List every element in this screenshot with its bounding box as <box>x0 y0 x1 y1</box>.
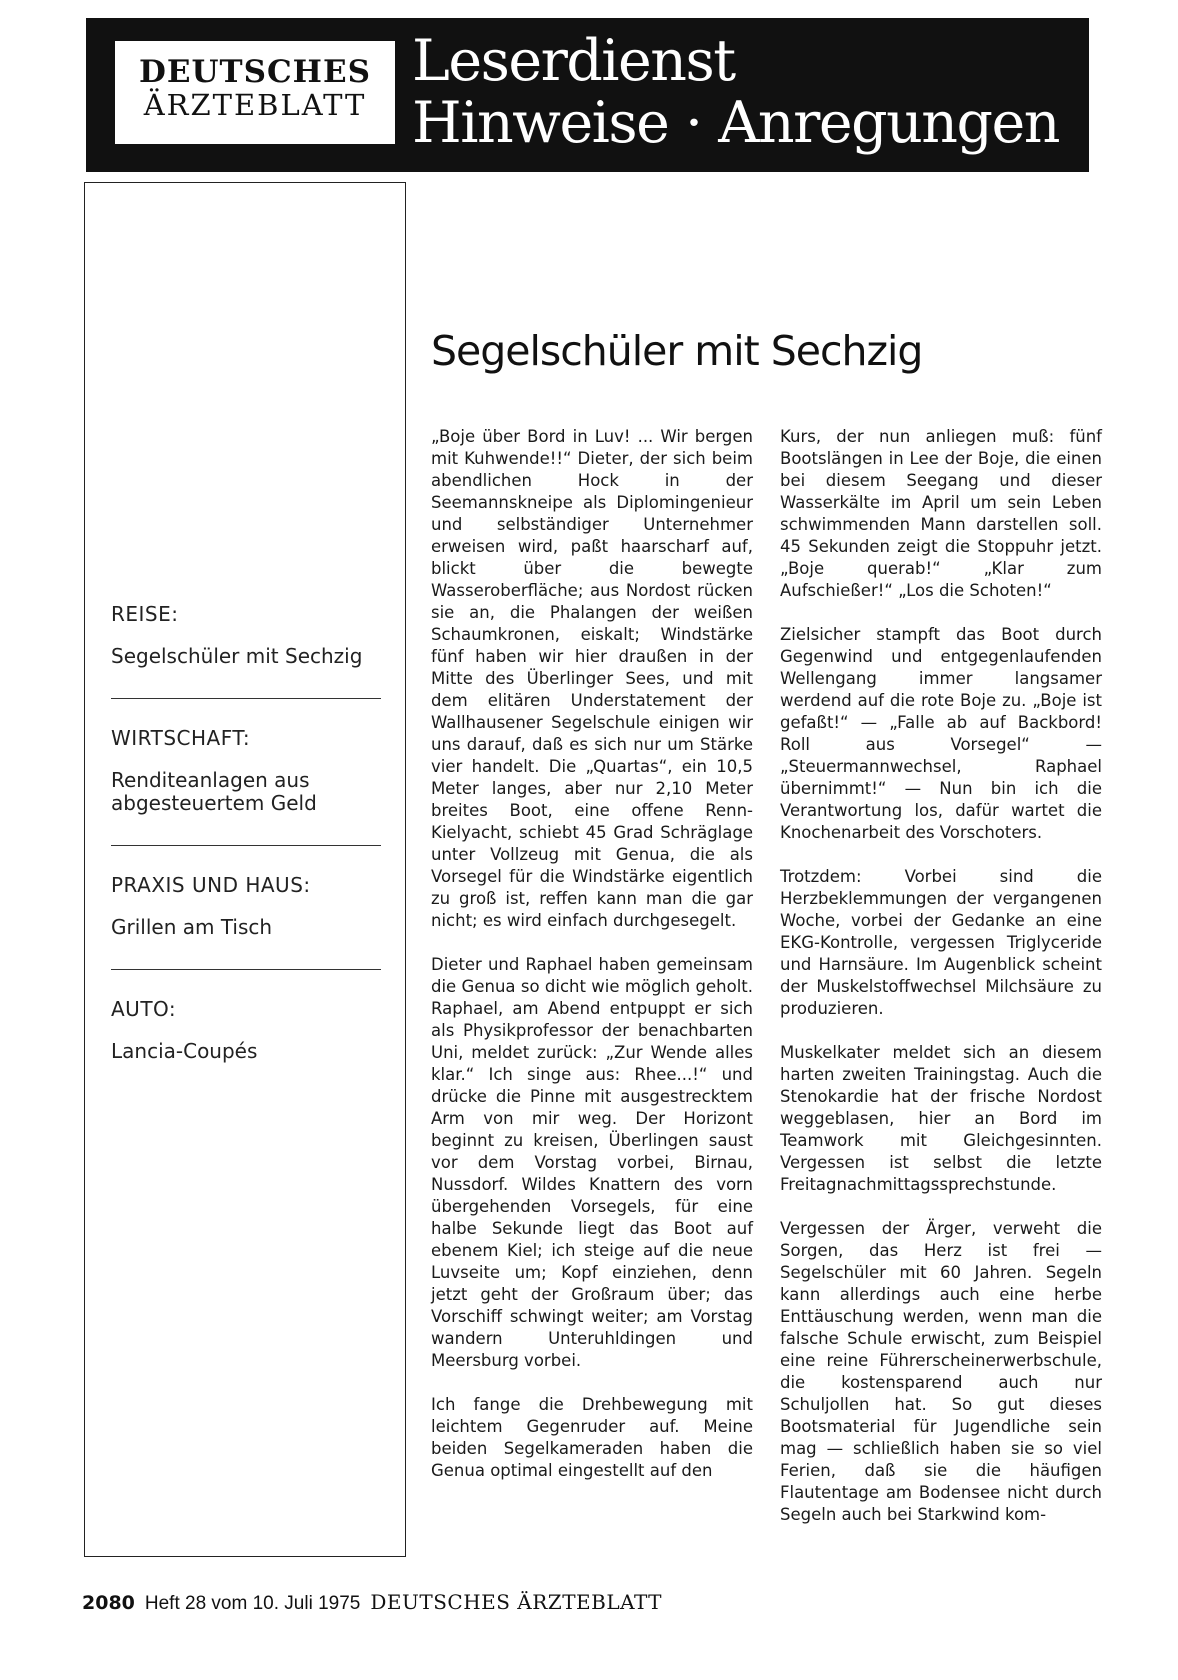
paragraph: Zielsicher stampft das Boot durch Gegenwind und entgegenlaufenden Wellengang immer langsamer werdend auf die rote Boje zu. „Boje ist gefaßt!“ — „Falle ab auf Backbord! Roll aus Vorsegel“ — „Steuermannwechsel, Raphael übernimmt!“ — Nun bin ich die Verantwortung los, dafür wartet die Knochenarbeit des Vorschoters. <box>780 625 1102 842</box>
toc-item: abgesteuertem Geld <box>111 791 317 815</box>
section-title-line-2: Hinweise · Anregungen <box>412 90 1059 156</box>
toc-category: AUTO: <box>111 997 177 1021</box>
toc-item: Lancia-Coupés <box>111 1039 258 1063</box>
paragraph: Ich fange die Drehbewegung mit leichtem Gegenruder auf. Meine beiden Segelkameraden haben die Genua optimal eingestellt auf den <box>431 1395 753 1480</box>
toc-category: PRAXIS UND HAUS: <box>111 873 311 897</box>
footer-magazine-name: DEUTSCHES ÄRZTEBLATT <box>370 1590 663 1614</box>
table-of-contents-box <box>84 182 406 1557</box>
magazine-logo <box>115 41 395 144</box>
page-number: 2080 <box>82 1592 135 1614</box>
paragraph: „Boje über Bord in Luv! ... Wir bergen mit Kuhwende!!“ Dieter, der sich beim abendlichen Hock in der Seemannskneipe als Diplomingenieur und selbständiger Unternehmer erweisen wird, paßt haarscharf auf, blickt über die bewegte Wasseroberfläche; aus Nordost rücken sie an, die Phalangen der weißen Schaumkronen, eiskalt; Windstärke fünf haben wir hier draußen in der Mitte des Überlinger Sees, und mit dem elitären Understatement der Wallhausener Segelschule einigen wir uns darauf, daß es sich nur um Stärke vier handelt. Die „Quartas“, ein 10,5 Meter langes, aber nur 2,10 Meter breites Boot, eine offene Renn-Kielyacht, schiebt 45 Grad Schräglage unter Vollzeug mit Genua, die als Vorsegel für die Windstärke eigentlich zu groß ist, reffen kann man die gar nicht; es wird einfach durchgesegelt. <box>431 427 753 930</box>
article-column-1 <box>431 426 753 1504</box>
paragraph: Vergessen der Ärger, verweht die Sorgen, das Herz ist frei — Segelschüler mit 60 Jahren. Segeln kann allerdings auch eine herbe Enttäuschung werden, wenn man die falsche Schule erwischt, zum Beispiel eine reine Führerscheinerwerbschule, die kostensparend auch nur Schuljollen hat. So gut dieses Bootsmaterial für Jugendliche sein mag — schließlich haben sie so viel Ferien, daß sie die häufigen Flautentage am Bodensee nicht durch Segeln auch bei Starkwind kom- <box>780 1219 1102 1524</box>
toc-category: REISE: <box>111 602 179 626</box>
article-column-2 <box>780 426 1102 1548</box>
toc-item: Renditeanlagen aus <box>111 768 310 792</box>
toc-category: WIRTSCHAFT: <box>111 726 251 750</box>
paragraph: Dieter und Raphael haben gemeinsam die Genua so dicht wie möglich geholt. Raphael, am Abend entpuppt er sich als Physikprofessor der benachbarten Uni, meldet zurück: „Zur Wende alles klar.“ Ich singe aus: Rhee...!“ und drücke die Pinne mit ausgestrecktem Arm von mir weg. Der Horizont beginnt zu kreisen, Überlingen saust vor dem Vorstag vorbei, Birnau, Nussdorf. Wildes Knattern des vorn übergehenden Vorsegels, für eine halbe Sekunde liegt das Boot auf ebenem Kiel; ich steige auf die neue Luvseite um; Kopf einziehen, denn jetzt geht der Großraum über; das Vorschiff schwingt weiter; am Vorstag wandern Unteruhldingen und Meersburg vorbei. <box>431 955 753 1370</box>
toc-section-auto <box>111 996 381 1093</box>
toc-item: Grillen am Tisch <box>111 915 273 939</box>
toc-section-wirtschaft <box>111 725 381 846</box>
paragraph: Trotzdem: Vorbei sind die Herzbeklemmungen der vergangenen Woche, vorbei der Gedanke an eine EKG-Kontrolle, vergessen Triglyceride und Harnsäure. Im Augenblick scheint der Muskelstoffwechsel Milchsäure zu produzieren. <box>780 867 1102 1018</box>
toc-section-reise <box>111 601 381 699</box>
logo-line-2: ÄRZTEBLATT <box>143 88 367 122</box>
paragraph: Muskelkater meldet sich an diesem harten zweiten Trainingstag. Auch die Stenokardie hat der frische Nordost weggeblasen, hier an Bord im Teamwork mit Gleichgesinnten. Vergessen ist selbst die letzte Freitagnachmittagssprechstunde. <box>780 1043 1102 1194</box>
section-title <box>412 30 1059 154</box>
paragraph: Kurs, der nun anliegen muß: fünf Bootslängen in Lee der Boje, die einen bei diesem Seegang und dieser Wasserkälte im April um sein Leben schwimmenden Mann darstellen soll. 45 Sekunden zeigt die Stoppuhr jetzt. „Boje querab!“ „Klar zum Aufschießer!“ „Los die Schoten!“ <box>780 427 1102 600</box>
article-title: Segelschüler mit Sechzig <box>431 327 923 375</box>
page-footer <box>82 1590 662 1615</box>
logo-line-1: DEUTSCHES <box>139 54 371 90</box>
issue-info: Heft 28 vom 10. Juli 1975 <box>144 1593 361 1614</box>
table-of-contents <box>111 601 381 1119</box>
section-title-line-1: Leserdienst <box>412 28 735 94</box>
toc-item: Segelschüler mit Sechzig <box>111 644 363 668</box>
toc-section-praxis-und-haus <box>111 872 381 970</box>
